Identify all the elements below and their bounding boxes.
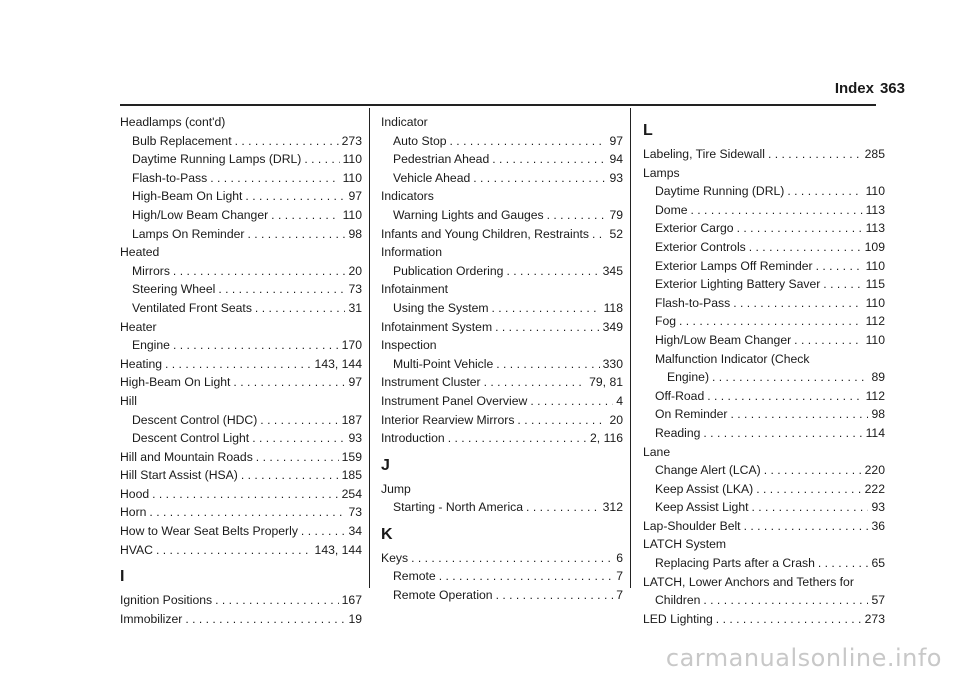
index-entry — [120, 355, 362, 374]
index-entry-label: Reading — [655, 425, 701, 440]
dot-leader — [787, 182, 862, 201]
index-subentry — [643, 238, 885, 257]
index-column-3 — [643, 113, 885, 628]
dot-leader — [733, 294, 862, 313]
index-entry-label: Publication Ordering — [393, 263, 504, 278]
index-page-ref: 98 — [871, 407, 885, 422]
index-page-ref: 57 — [871, 593, 885, 608]
index-entry-label: Ventilated Front Seats — [132, 300, 252, 315]
dot-leader — [156, 541, 312, 560]
index-entry-label: Fog — [655, 314, 677, 329]
dot-leader — [768, 145, 862, 164]
header-rule — [120, 104, 876, 106]
dot-leader — [304, 150, 339, 169]
index-page-ref: 73 — [348, 282, 362, 297]
index-entry — [643, 145, 885, 164]
page-header — [0, 80, 960, 104]
index-entry — [381, 225, 623, 244]
dot-leader — [473, 169, 606, 188]
dot-leader — [530, 392, 613, 411]
dot-leader — [691, 201, 863, 220]
index-entry — [381, 429, 623, 448]
index-entry-label: Auto Stop — [393, 133, 447, 148]
index-entry-label: HVAC — [120, 542, 153, 557]
dot-leader — [517, 411, 606, 430]
index-heading — [643, 443, 885, 462]
index-entry-label: Warning Lights and Gauges — [393, 207, 544, 222]
index-page-ref: 7 — [616, 588, 623, 603]
index-subentry — [120, 299, 362, 318]
index-section-letter: K — [381, 525, 393, 543]
index-entry-label: Remote — [393, 569, 436, 584]
index-subentry — [120, 280, 362, 299]
dot-leader — [450, 132, 607, 151]
index-page-ref: 31 — [348, 300, 362, 315]
index-subentry — [381, 169, 623, 188]
index-entry-label: Jump — [381, 481, 411, 496]
index-entry-label: Children — [655, 593, 701, 608]
dot-leader — [255, 299, 346, 318]
index-heading — [120, 113, 362, 132]
dot-leader — [149, 503, 345, 522]
index-column-2 — [381, 113, 623, 605]
dot-leader — [716, 610, 862, 629]
index-subentry — [120, 132, 362, 151]
index-page-ref: 110 — [865, 258, 885, 273]
index-heading — [381, 243, 623, 262]
index-page-ref: 97 — [348, 375, 362, 390]
index-entry-label: Lap-Shoulder Belt — [643, 518, 741, 533]
index-entry-label: Keep Assist Light — [655, 500, 749, 515]
index-entry-label: Indicators — [381, 189, 434, 204]
index-subentry — [643, 405, 885, 424]
dot-leader — [152, 485, 339, 504]
dot-leader — [173, 262, 346, 281]
index-subentry — [643, 219, 885, 238]
index-entry-label: Descent Control Light — [132, 431, 250, 446]
watermark: carmanualsonline.info — [665, 644, 942, 672]
dot-leader — [818, 554, 869, 573]
dot-leader — [823, 275, 862, 294]
index-subentry — [643, 387, 885, 406]
index-page-ref: 143, 144 — [314, 542, 362, 557]
dot-leader — [256, 448, 339, 467]
index-entry-label: Headlamps (cont'd) — [120, 115, 226, 129]
index-entry-label: Information — [381, 245, 442, 260]
index-entry-label: Lamps On Reminder — [132, 226, 245, 241]
index-page-ref: 110 — [342, 207, 362, 222]
index-page-ref: 349 — [602, 319, 623, 334]
index-entry-label: Engine — [132, 338, 170, 353]
page-number: 363 — [879, 80, 905, 97]
index-page-ref: 4 — [616, 393, 623, 408]
index-page-ref: 110 — [865, 295, 885, 310]
dot-leader — [496, 586, 614, 605]
dot-leader — [764, 461, 862, 480]
index-subentry — [381, 355, 623, 374]
column-divider — [369, 108, 370, 588]
index-page-ref: 93 — [871, 500, 885, 515]
dot-leader — [210, 169, 339, 188]
index-entry-label: Labeling, Tire Sidewall — [643, 147, 765, 161]
index-page-ref: 222 — [864, 481, 885, 496]
index-entry-label: Indicator — [381, 115, 428, 129]
index-page-ref: 170 — [341, 338, 362, 353]
dot-leader — [756, 480, 861, 499]
index-page-ref: 19 — [348, 611, 362, 626]
index-page-ref: 312 — [602, 500, 623, 515]
index-entry-label: High/Low Beam Changer — [655, 332, 792, 347]
index-page-ref: 187 — [341, 412, 362, 427]
dot-leader — [547, 206, 607, 225]
index-subentry — [120, 169, 362, 188]
index-entry — [120, 503, 362, 522]
index-heading — [381, 480, 623, 499]
index-entry — [643, 610, 885, 629]
index-entry-label: Hill Start Assist (HSA) — [120, 468, 238, 483]
index-subentry — [643, 350, 885, 369]
dot-leader — [411, 549, 613, 568]
index-entry-label: Flash-to-Pass — [655, 295, 731, 310]
index-page-ref: 2, 116 — [590, 431, 623, 446]
index-entry-label: Mirrors — [132, 263, 170, 278]
index-entry-label: Inspection — [381, 338, 437, 353]
index-entry-label: On Reminder — [655, 407, 728, 422]
index-entry-label: Flash-to-Pass — [132, 170, 208, 185]
index-page-ref: 89 — [871, 370, 885, 385]
dot-leader — [439, 567, 614, 586]
index-entry-label: Descent Control (HDC) — [132, 412, 258, 427]
index-entry — [120, 610, 362, 629]
index-subentry — [120, 262, 362, 281]
index-page-ref: 110 — [865, 332, 885, 347]
index-page-ref: 34 — [348, 524, 362, 539]
index-page-ref: 52 — [609, 226, 623, 241]
index-entry-label: High-Beam On Light — [132, 189, 243, 204]
dot-leader — [495, 318, 600, 337]
index-heading — [643, 573, 885, 592]
index-entry-label: Off-Road — [655, 388, 705, 403]
index-section-letter: J — [381, 456, 390, 474]
index-entry — [381, 549, 623, 568]
index-page-ref: 167 — [341, 593, 362, 608]
index-entry — [120, 485, 362, 504]
index-page-ref: 93 — [609, 170, 623, 185]
index-entry-label: Hood — [120, 486, 150, 501]
index-entry-label: Infotainment — [381, 282, 449, 297]
index-page-ref: 254 — [341, 486, 362, 501]
index-entry-label: Steering Wheel — [132, 282, 216, 297]
index-entry-label: Lamps — [643, 165, 680, 180]
index-entry-label: Daytime Running Lamps (DRL) — [132, 152, 302, 167]
index-subentry — [120, 187, 362, 206]
index-page-ref: 36 — [871, 518, 885, 533]
index-page-ref: 273 — [864, 611, 885, 626]
index-page-ref: 98 — [348, 226, 362, 241]
index-subentry — [643, 201, 885, 220]
index-entry — [120, 541, 362, 560]
index-subentry — [643, 591, 885, 610]
index-subentry — [381, 299, 623, 318]
index-entry-label: How to Wear Seat Belts Properly — [120, 524, 298, 539]
dot-leader — [165, 355, 312, 374]
index-entry-label: Instrument Panel Overview — [381, 393, 528, 408]
dot-leader — [492, 299, 601, 318]
index-entry-label: Multi-Point Vehicle — [393, 356, 494, 371]
dot-leader — [703, 424, 862, 443]
index-page-ref: 115 — [865, 277, 885, 292]
index-page-ref: 114 — [865, 425, 885, 440]
index-entry — [120, 373, 362, 392]
index-entry-label: Replacing Parts after a Crash — [655, 556, 815, 571]
index-subentry — [381, 132, 623, 151]
index-entry-label: Vehicle Ahead — [393, 170, 471, 185]
index-page-ref: 118 — [603, 300, 623, 315]
dot-leader — [712, 368, 868, 387]
index-page-ref: 113 — [865, 202, 885, 217]
dot-leader — [592, 225, 606, 244]
index-entry-label: Infotainment System — [381, 319, 493, 334]
index-entry-label: Hill and Mountain Roads — [120, 449, 253, 464]
index-page-ref: 285 — [864, 147, 885, 161]
index-page-ref: 93 — [348, 431, 362, 446]
index-entry-label: Using the System — [393, 300, 489, 315]
index-page-ref: 6 — [616, 550, 623, 565]
dot-leader — [749, 238, 862, 257]
index-page-ref: 110 — [342, 152, 362, 167]
index-entry-label: Ignition Positions — [120, 593, 213, 608]
dot-leader — [752, 498, 869, 517]
index-entry-label: Dome — [655, 202, 688, 217]
dot-leader — [301, 522, 346, 541]
index-page-ref: 345 — [602, 263, 623, 278]
index-subentry — [381, 206, 623, 225]
dot-leader — [526, 498, 600, 517]
index-entry-label: High/Low Beam Changer — [132, 207, 269, 222]
index-entry-label: Interior Rearview Mirrors — [381, 412, 515, 427]
index-entry-label: Infants and Young Children, Restraints — [381, 226, 590, 241]
index-entry-label: High-Beam On Light — [120, 375, 231, 390]
dot-leader — [730, 405, 868, 424]
index-heading — [381, 187, 623, 206]
index-entry — [120, 591, 362, 610]
index-page-ref: 79 — [609, 207, 623, 222]
dot-leader — [260, 411, 338, 430]
index-entry-label: Hill — [120, 393, 137, 408]
dot-leader — [744, 517, 869, 536]
index-entry-label: Exterior Lighting Battery Saver — [655, 277, 821, 292]
index-entry-label: Starting - North America — [393, 500, 524, 515]
dot-leader — [679, 312, 863, 331]
index-subentry — [381, 567, 623, 586]
dot-leader — [235, 132, 339, 151]
index-entry — [643, 517, 885, 536]
index-heading — [643, 535, 885, 554]
index-subentry — [381, 150, 623, 169]
index-page-ref: 7 — [616, 569, 623, 584]
index-entry-label: Daytime Running (DRL) — [655, 184, 785, 199]
index-entry-label: LATCH, Lower Anchors and Tethers for — [643, 574, 854, 589]
index-entry-label: Instrument Cluster — [381, 375, 481, 390]
index-subentry — [643, 424, 885, 443]
dot-leader — [496, 355, 599, 374]
index-page-ref: 330 — [602, 356, 623, 371]
index-entry-label: Remote Operation — [393, 588, 493, 603]
index-entry-label: Heated — [120, 245, 160, 260]
index-subentry — [120, 429, 362, 448]
index-entry-label: Immobilizer — [120, 611, 183, 626]
index-page-ref: 97 — [348, 189, 362, 204]
index-page-ref: 65 — [871, 556, 885, 571]
index-entry-label: Keys — [381, 550, 409, 565]
index-entry-label: Exterior Cargo — [655, 221, 734, 236]
index-page-ref: 220 — [864, 463, 885, 478]
index-heading — [643, 164, 885, 183]
index-subentry — [120, 225, 362, 244]
index-subentry — [381, 586, 623, 605]
dot-leader — [247, 225, 345, 244]
index-subentry — [643, 461, 885, 480]
dot-leader — [448, 429, 587, 448]
index-heading — [120, 243, 362, 262]
dot-leader — [241, 466, 339, 485]
index-subentry — [643, 498, 885, 517]
index-page-ref: 159 — [341, 449, 362, 464]
page-title: Index — [834, 80, 874, 97]
index-entry-label: Keep Assist (LKA) — [655, 481, 754, 496]
index-heading — [381, 336, 623, 355]
dot-leader — [492, 150, 606, 169]
index-page-ref: 143, 144 — [314, 356, 362, 371]
dot-leader — [737, 219, 863, 238]
index-subentry — [643, 312, 885, 331]
index-page-ref: 20 — [609, 412, 623, 427]
index-page-ref: 73 — [348, 505, 362, 520]
index-page-ref: 20 — [348, 263, 362, 278]
index-entry — [120, 522, 362, 541]
index-entry — [381, 318, 623, 337]
index-section-letter: I — [120, 568, 125, 586]
index-entry — [381, 392, 623, 411]
index-entry-label: LATCH System — [643, 537, 727, 552]
index-page-ref: 97 — [609, 133, 623, 148]
index-page-ref: 110 — [342, 170, 362, 185]
dot-leader — [703, 591, 868, 610]
dot-leader — [218, 280, 345, 299]
dot-leader — [506, 262, 599, 281]
index-entry-label: Bulb Replacement — [132, 133, 232, 148]
index-page-ref: 112 — [865, 314, 885, 329]
index-subentry — [643, 257, 885, 276]
index-entry-label: Engine) — [667, 370, 710, 385]
index-subentry — [120, 150, 362, 169]
index-subentry — [643, 294, 885, 313]
dot-leader — [233, 373, 345, 392]
index-subentry — [643, 182, 885, 201]
index-subentry — [643, 331, 885, 350]
index-subentry — [120, 411, 362, 430]
index-entry-label: Malfunction Indicator (Check — [655, 351, 810, 366]
index-entry-label: LED Lighting — [643, 611, 713, 626]
index-page-ref: 112 — [865, 388, 885, 403]
dot-leader — [215, 591, 339, 610]
index-entry — [120, 466, 362, 485]
index-entry — [381, 411, 623, 430]
index-entry-label: Heating — [120, 356, 163, 371]
dot-leader — [252, 429, 345, 448]
index-heading — [120, 392, 362, 411]
index-page-ref: 185 — [341, 468, 362, 483]
index-subentry — [120, 206, 362, 225]
index-subentry — [643, 275, 885, 294]
dot-leader — [484, 373, 587, 392]
index-subentry — [381, 498, 623, 517]
index-page-ref: 113 — [865, 221, 885, 236]
index-entry-label: Exterior Lamps Off Reminder — [655, 258, 813, 273]
dot-leader — [173, 336, 339, 355]
index-entry-label: Horn — [120, 505, 147, 520]
dot-leader — [707, 387, 862, 406]
index-page-ref: 273 — [341, 133, 362, 148]
index-page-ref: 79, 81 — [589, 375, 623, 390]
index-entry-label: Heater — [120, 319, 157, 334]
index-entry-label: Change Alert (LCA) — [655, 463, 761, 478]
dot-leader — [245, 187, 345, 206]
index-entry-label: Pedestrian Ahead — [393, 152, 490, 167]
index-subentry — [643, 554, 885, 573]
column-divider — [630, 108, 631, 588]
index-entry — [120, 448, 362, 467]
index-column-1 — [120, 113, 362, 628]
index-entry-label: Lane — [643, 444, 671, 459]
index-heading — [381, 113, 623, 132]
index-entry-label: Exterior Controls — [655, 239, 746, 254]
dot-leader — [816, 257, 863, 276]
index-subentry — [120, 336, 362, 355]
index-subentry — [381, 262, 623, 281]
index-subentry — [643, 480, 885, 499]
index-heading — [381, 280, 623, 299]
dot-leader — [794, 331, 862, 350]
dot-leader — [185, 610, 345, 629]
index-page-ref: 109 — [864, 239, 885, 254]
index-entry-label: Introduction — [381, 431, 445, 446]
dot-leader — [271, 206, 339, 225]
index-section-letter: L — [643, 122, 653, 139]
index-subentry — [643, 368, 885, 387]
index-heading — [120, 318, 362, 337]
index-page-ref: 110 — [865, 184, 885, 199]
index-page-ref: 94 — [609, 152, 623, 167]
index-entry — [381, 373, 623, 392]
